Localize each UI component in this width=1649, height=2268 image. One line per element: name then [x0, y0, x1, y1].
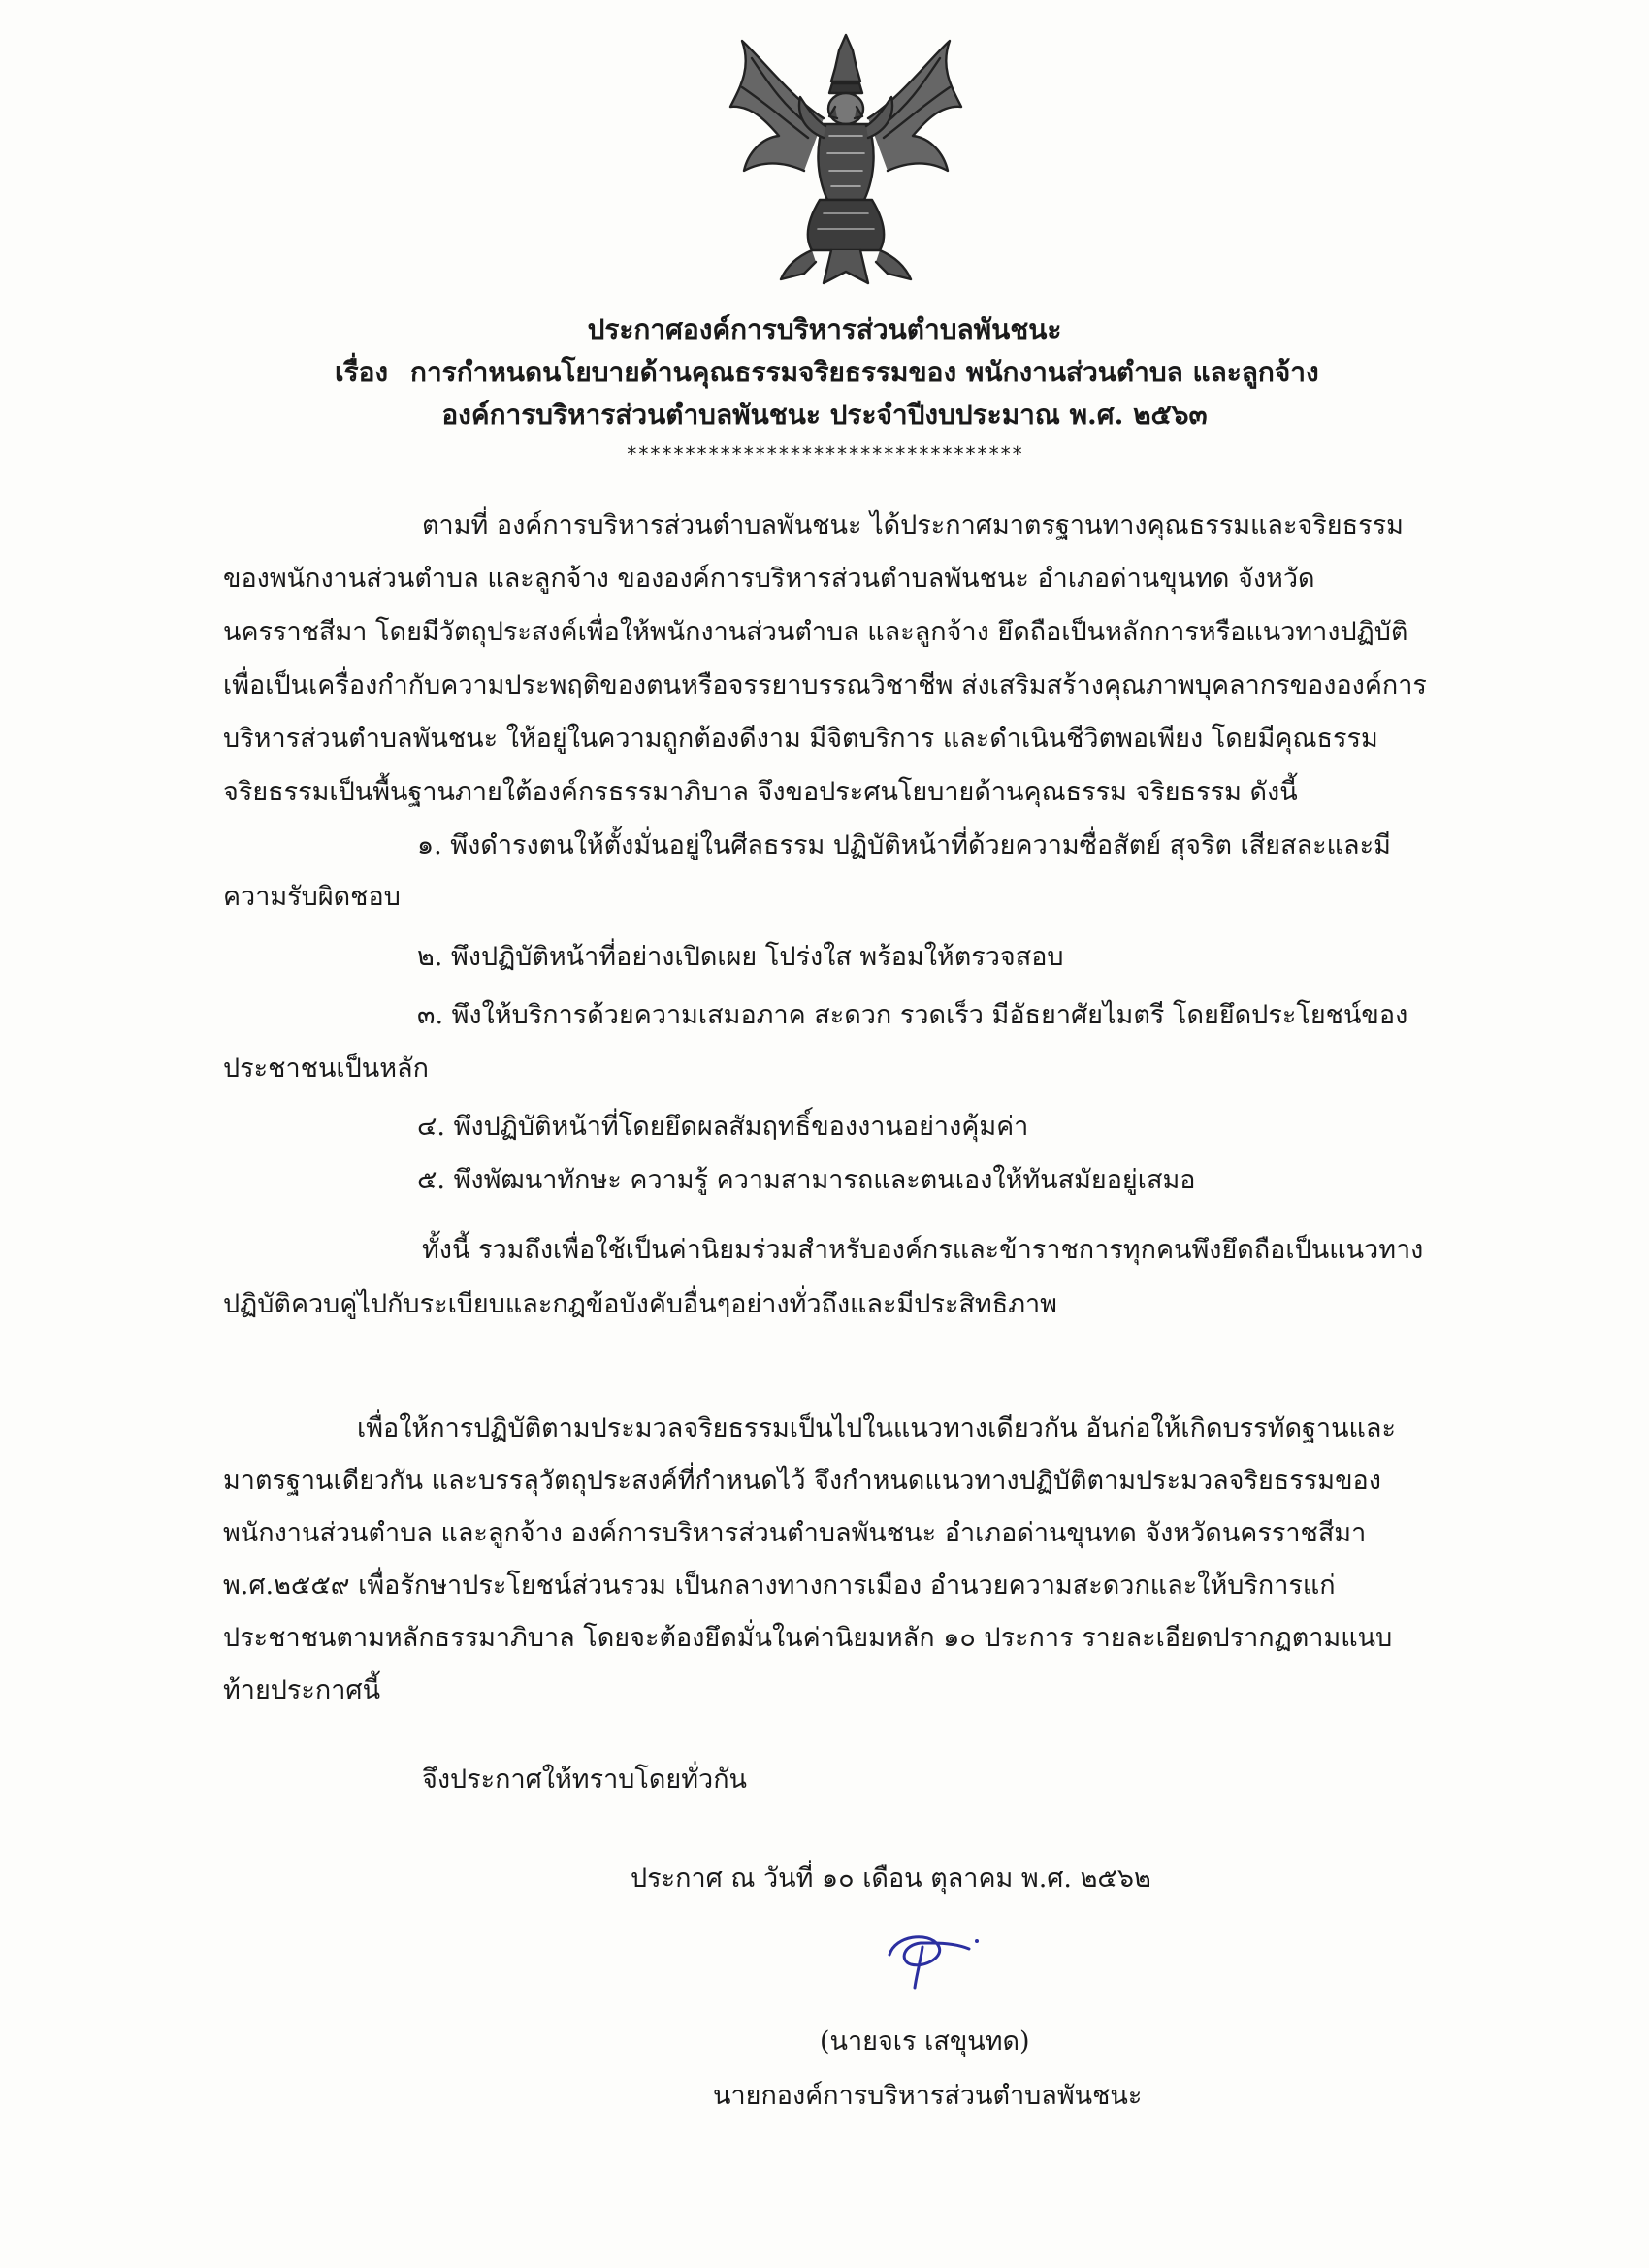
conclusion-line: ทั้งนี้ รวมถึงเพื่อใช้เป็นค่านิยมร่วมสำหรับองค์กรและข้าราชการทุกคนพึงยึดถือเป็นแนวทาง [422, 1235, 1424, 1265]
purpose-line: พ.ศ.๒๕๕๙ เพื่อรักษาประโยชน์ส่วนรวม เป็นกลางทางการเมือง อำนวยความสะดวกและให้บริการแก่ [223, 1571, 1336, 1601]
purpose-line: พนักงานส่วนตำบล และลูกจ้าง องค์การบริหารส่วนตำบลพันชนะ อำเภอด่านขุนทด จังหวัดนครราชสีมา [223, 1518, 1367, 1548]
separator-line: ********************************** [626, 442, 1023, 466]
purpose-line: มาตรฐานเดียวกัน และบรรลุวัตถุประสงค์ที่กำหนดไว้ จึงกำหนดแนวทางปฏิบัติตามประมวลจริยธรรมของ [223, 1466, 1381, 1496]
purpose-line: ท้ายประกาศนี้ [223, 1675, 381, 1705]
subject-text: การกำหนดนโยบายด้านคุณธรรมจริยธรรมของ พนักงานส่วนตำบล และลูกจ้าง [410, 356, 1319, 388]
policy-item: ๔. พึงปฏิบัติหน้าที่โดยยึดผลสัมฤทธิ์ของงานอย่างคุ้มค่า [417, 1112, 1029, 1142]
policy-item: ๑. พึงดำรงตนให้ตั้งมั่นอยู่ในศีลธรรม ปฏิบัติหน้าที่ด้วยความซื่อสัตย์ สุจริต เสียสละและมี [417, 830, 1391, 860]
intro-line: ตามที่ องค์การบริหารส่วนตำบลพันชนะ ได้ประกาศมาตรฐานทางคุณธรรมและจริยธรรม [422, 510, 1404, 540]
handwritten-signature-icon [878, 1926, 985, 1993]
signatory-name: (นายจเร เสขุนทด) [820, 2026, 1030, 2057]
date-line: ประกาศ ณ วันที่ ๑๐ เดือน ตุลาคม พ.ศ. ๒๕๖๒ [630, 1863, 1151, 1894]
policy-item-cont: ความรับผิดชอบ [223, 882, 401, 912]
policy-item: ๓. พึงให้บริการด้วยความเสมอภาค สะดวก รวดเร็ว มีอัธยาศัยไมตรี โดยยึดประโยชน์ของ [417, 1000, 1408, 1030]
intro-line: ของพนักงานส่วนตำบล และลูกจ้าง ขององค์การบริหารส่วนตำบลพันชนะ อำเภอด่านขุนทด จังหวัด [223, 564, 1315, 594]
intro-line: จริยธรรมเป็นพื้นฐานภายใต้องค์กรธรรมาภิบาล จึงขอประศนโยบายด้านคุณธรรม จริยธรรม ดังนี้ [223, 777, 1298, 807]
purpose-line: เพื่อให้การปฏิบัติตามประมวลจริยธรรมเป็นไปในแนวทางเดียวกัน อันก่อให้เกิดบรรทัดฐานและ [357, 1413, 1396, 1443]
garuda-emblem-icon [723, 29, 970, 291]
announcement-title: ประกาศองค์การบริหารส่วนตำบลพันชนะ [587, 313, 1062, 345]
announce-line: จึงประกาศให้ทราบโดยทั่วกัน [422, 1765, 747, 1795]
purpose-line: ประชาชนตามหลักธรรมาภิบาล โดยจะต้องยึดมั่นในค่านิยมหลัก ๑๐ ประการ รายละเอียดปรากฏตามแนบ [223, 1623, 1393, 1653]
subject-line [335, 351, 1319, 394]
conclusion-line: ปฏิบัติควบคู่ไปกับระเบียบและกฎข้อบังคับอื่นๆอย่างทั่วถึงและมีประสิทธิภาพ [223, 1289, 1057, 1319]
policy-item: ๕. พึงพัฒนาทักษะ ความรู้ ความสามารถและตนเองให้ทันสมัยอยู่เสมอ [417, 1165, 1196, 1195]
intro-line: บริหารส่วนตำบลพันชนะ ให้อยู่ในความถูกต้องดีงาม มีจิตบริการ และดำเนินชีวิตพอเพียง โดยมีคุณธรรม [223, 724, 1378, 754]
intro-line: นครราชสีมา โดยมีวัตถุประสงค์เพื่อให้พนักงานส่วนตำบล และลูกจ้าง ยึดถือเป็นหลักการหรือแนวทางปฏิบัติ [223, 617, 1408, 647]
policy-item: ๒. พึงปฏิบัติหน้าที่อย่างเปิดเผย โปร่งใส พร้อมให้ตรวจสอบ [417, 942, 1064, 972]
subject-label: เรื่อง [335, 356, 389, 388]
subject-line-2: องค์การบริหารส่วนตำบลพันชนะ ประจำปีงบประมาณ พ.ศ. ๒๕๖๓ [441, 399, 1208, 431]
intro-line: เพื่อเป็นเครื่องกำกับความประพฤติของตนหรือจรรยาบรรณวิชาชีพ ส่งเสริมสร้างคุณภาพบุคลากรขององค์การ [223, 670, 1427, 700]
policy-item-cont: ประชาชนเป็นหลัก [223, 1053, 429, 1084]
signatory-position: นายกองค์การบริหารส่วนตำบลพันชนะ [713, 2081, 1143, 2111]
